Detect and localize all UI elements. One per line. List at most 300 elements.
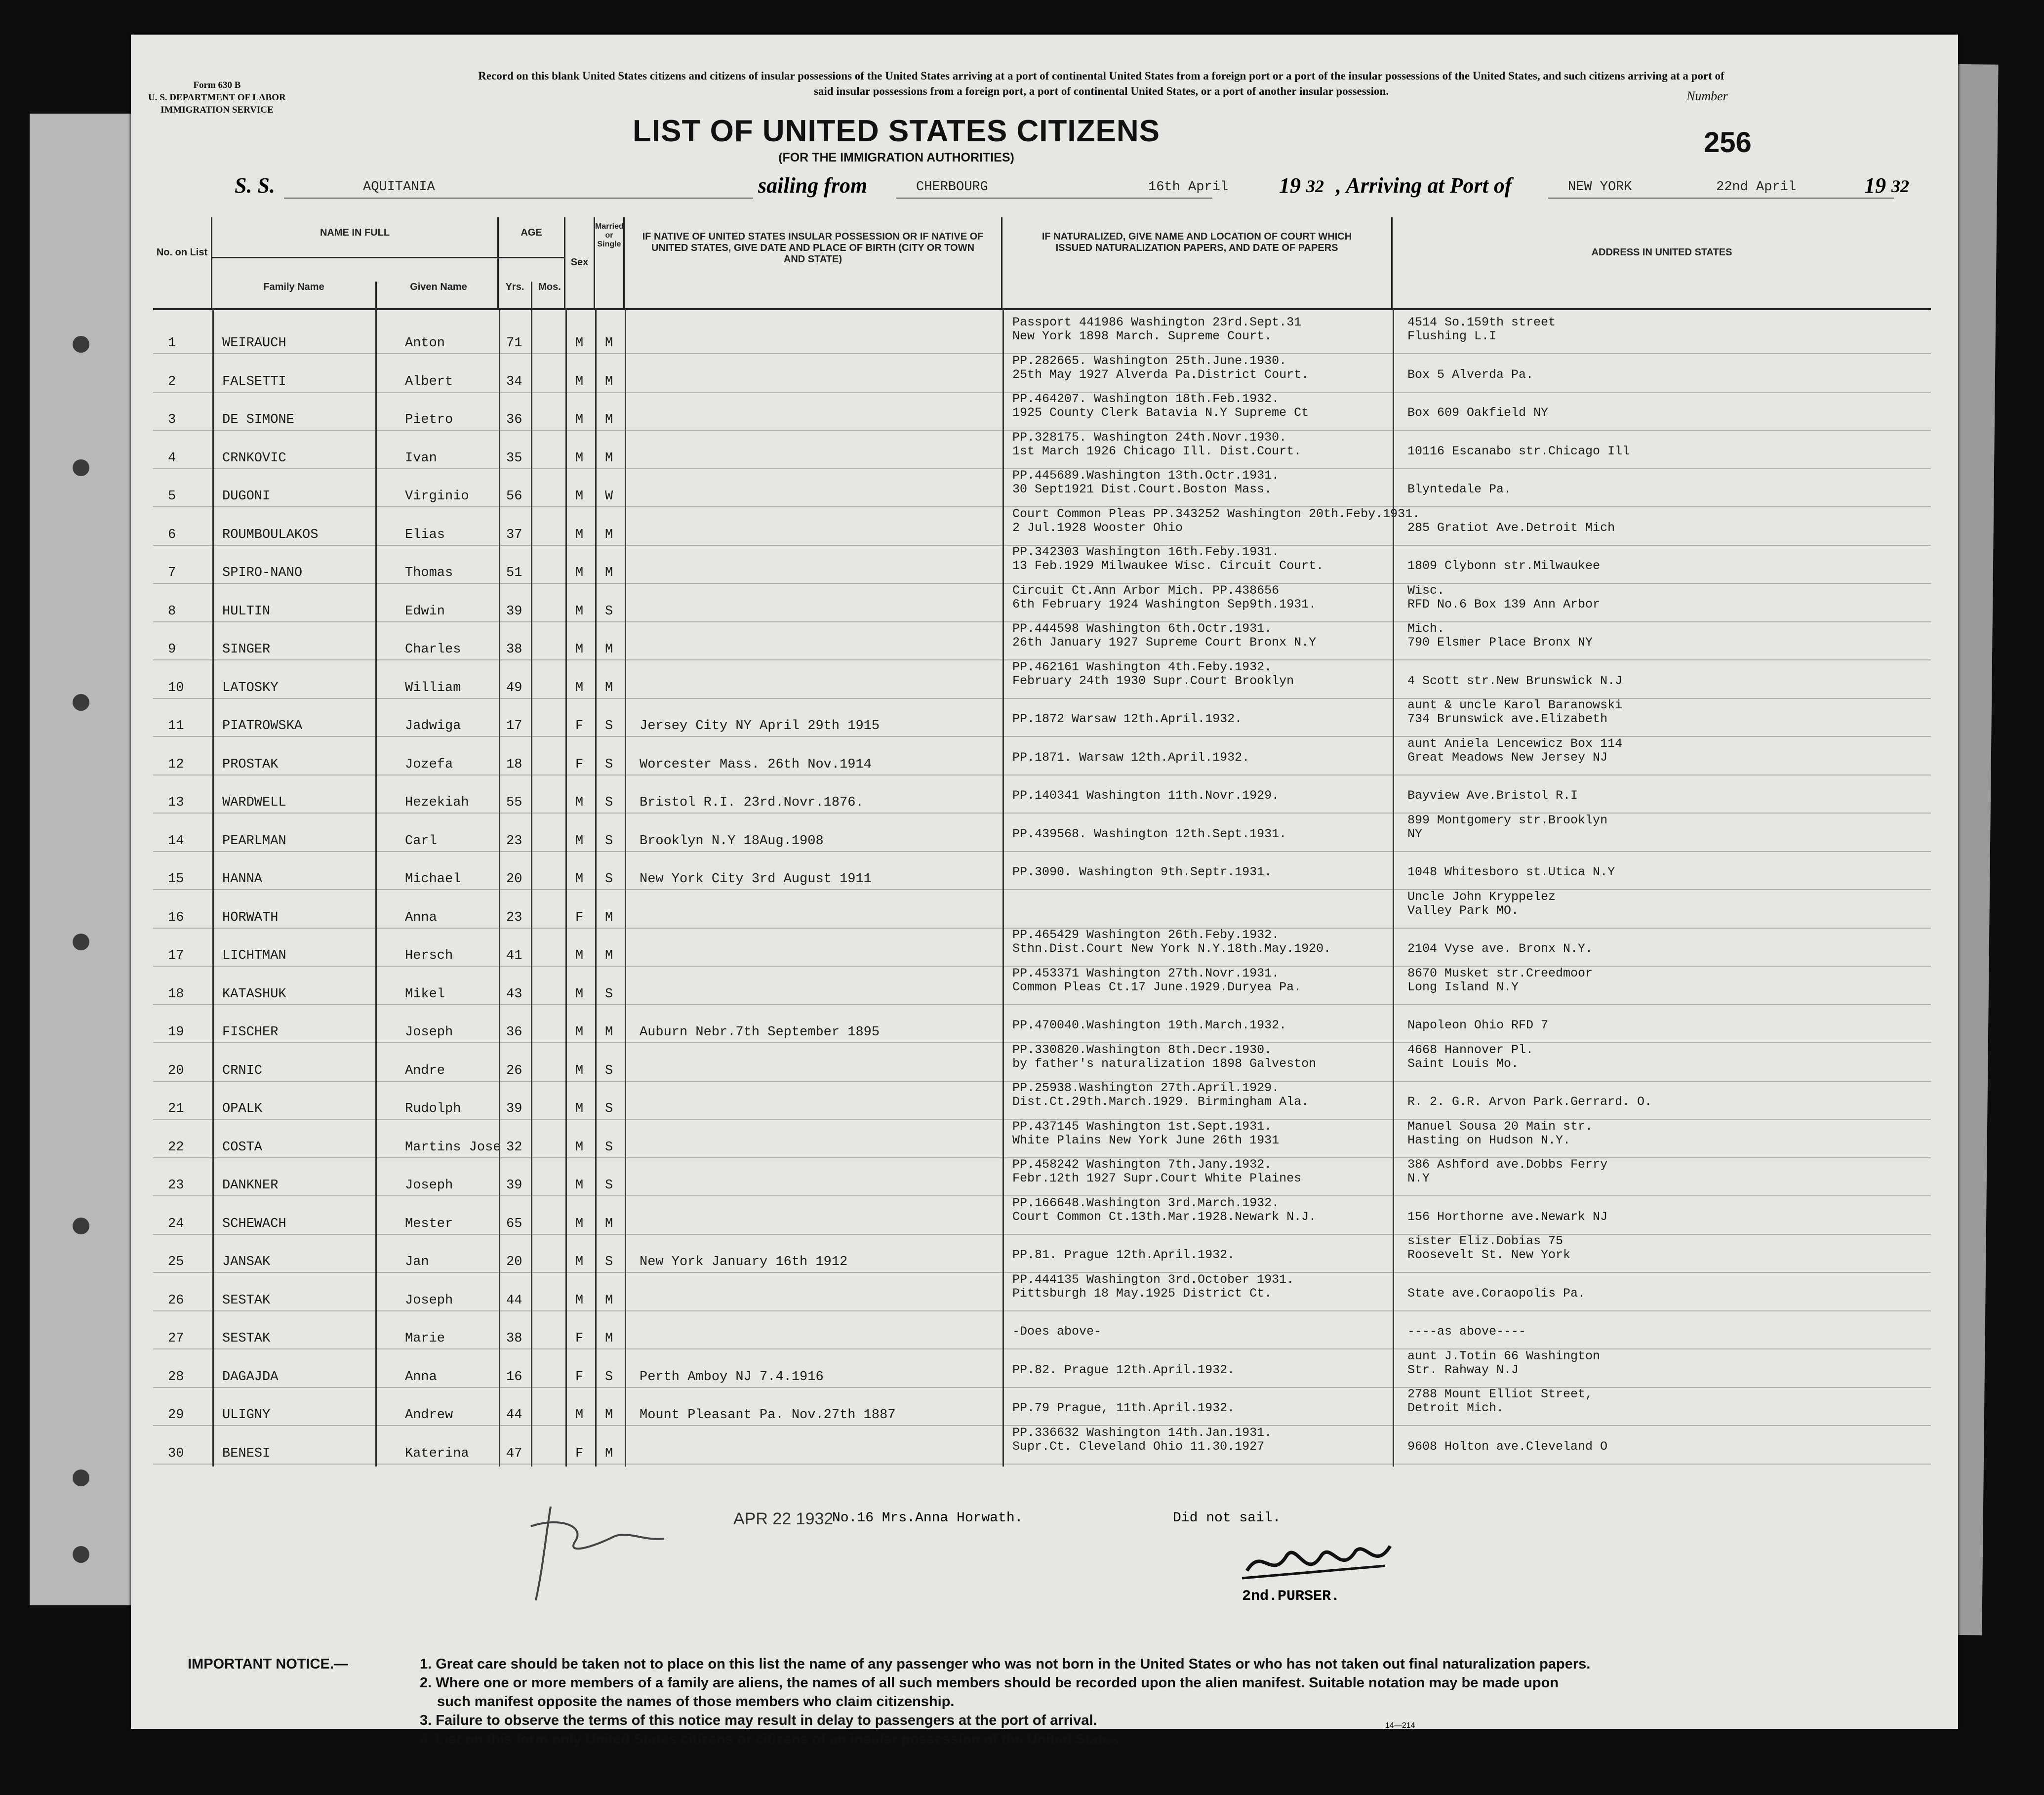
cell-sex: M bbox=[575, 680, 584, 695]
cell-addr2: Valley Park MO. bbox=[1407, 903, 1519, 918]
mos-header: Mos. bbox=[531, 282, 567, 308]
cell-ms: S bbox=[605, 1101, 613, 1116]
col-header-address: ADDRESS IN UNITED STATES bbox=[1591, 247, 1732, 258]
instructions: Record on this blank United States citizens and citizens of insular possessions of the United States arriving at a port of continental United States from a foreign port or a port of the insular possessions of the United States, and such citizens arriving at a port of said insular possessions from a foreign port, a port of continental United States, or a port of another insular possession. bbox=[478, 70, 1724, 97]
cell-no: 6 bbox=[168, 527, 176, 542]
cell-age: 26 bbox=[506, 1063, 522, 1078]
cell-addr2: State ave.Coraopolis Pa. bbox=[1407, 1286, 1586, 1301]
binder-hole bbox=[73, 1469, 89, 1486]
cell-ms: M bbox=[605, 1446, 613, 1461]
page-subtitle: (FOR THE IMMIGRATION AUTHORITIES) bbox=[778, 151, 1014, 164]
sailing-label: sailing from bbox=[758, 173, 868, 198]
cell-given: Katerina bbox=[405, 1446, 469, 1461]
cell-family: PIATROWSKA bbox=[222, 719, 303, 734]
cell-addr2: Roosevelt St. New York bbox=[1407, 1248, 1571, 1262]
cell-nat2: Supr.Ct. Cleveland Ohio 11.30.1927 bbox=[1012, 1439, 1265, 1454]
cell-nat1: PP.462161 Washington 4th.Feby.1932. bbox=[1012, 659, 1272, 674]
cell-addr2: 9608 Holton ave.Cleveland O bbox=[1407, 1439, 1608, 1454]
cell-nat1: PP.465429 Washington 26th.Feby.1932. bbox=[1012, 928, 1280, 942]
cell-nat2: 26th January 1927 Supreme Court Bronx N.Y bbox=[1012, 635, 1317, 650]
cell-age: 38 bbox=[506, 642, 522, 657]
cell-ms: M bbox=[605, 1025, 613, 1040]
cell-nat2: PP.81. Prague 12th.April.1932. bbox=[1012, 1248, 1235, 1262]
cell-age: 23 bbox=[506, 833, 522, 849]
cell-nat1: PP.445689.Washington 13th.Octr.1931. bbox=[1012, 468, 1280, 483]
cell-addr2: NY bbox=[1407, 826, 1423, 841]
cell-no: 13 bbox=[168, 795, 184, 810]
date-stamp: APR 22 1932 bbox=[733, 1509, 834, 1528]
cell-nat1: PP.342303 Washington 16th.Feby.1931. bbox=[1012, 545, 1280, 559]
cell-no: 25 bbox=[168, 1255, 184, 1269]
cell-no: 19 bbox=[168, 1025, 184, 1040]
cell-nat1: PP.453371 Washington 27th.Novr.1931. bbox=[1012, 966, 1280, 980]
table-row bbox=[153, 929, 1931, 967]
table-row bbox=[153, 1005, 1931, 1043]
cell-birth: New York City 3rd August 1911 bbox=[640, 872, 872, 887]
cell-family: ULIGNY bbox=[222, 1408, 271, 1423]
cell-no: 11 bbox=[168, 719, 184, 734]
cell-addr2: Detroit Mich. bbox=[1407, 1401, 1504, 1415]
departure-date: 16th April bbox=[1148, 180, 1229, 195]
cell-age: 39 bbox=[506, 1101, 522, 1116]
table-row bbox=[153, 967, 1931, 1005]
cell-addr1: 4514 So.159th street bbox=[1407, 315, 1556, 329]
cell-given: Marie bbox=[405, 1331, 445, 1346]
cell-family: WARDWELL bbox=[222, 795, 286, 810]
cell-nat2: PP.1872 Warsaw 12th.April.1932. bbox=[1012, 712, 1242, 726]
cell-ms: M bbox=[605, 450, 613, 466]
cell-nat1: PP.444135 Washington 3rd.October 1931. bbox=[1012, 1272, 1294, 1287]
notice-label: IMPORTANT NOTICE.— bbox=[188, 1656, 348, 1672]
cell-nat2: PP.140341 Washington 11th.Novr.1929. bbox=[1012, 788, 1280, 803]
cell-sex: M bbox=[575, 1255, 584, 1269]
cell-age: 34 bbox=[506, 374, 522, 389]
cell-no: 9 bbox=[168, 642, 176, 657]
cell-sex: M bbox=[575, 833, 584, 849]
binder-hole bbox=[73, 1546, 89, 1563]
cell-addr1: aunt J.Totin 66 Washington bbox=[1407, 1348, 1601, 1363]
cell-nat1: Circuit Ct.Ann Arbor Mich. PP.438656 bbox=[1012, 583, 1280, 598]
cell-nat2: 2 Jul.1928 Wooster Ohio bbox=[1012, 520, 1183, 535]
cell-birth: Auburn Nebr.7th September 1895 bbox=[640, 1025, 880, 1040]
column-divider bbox=[1393, 308, 1394, 1467]
cell-nat2: Dist.Ct.29th.March.1929. Birmingham Ala. bbox=[1012, 1095, 1309, 1109]
cell-addr1: Manuel Sousa 20 Main str. bbox=[1407, 1119, 1593, 1134]
cell-family: SESTAK bbox=[222, 1293, 271, 1308]
notice-item: 4. List on this form only United States citizens or citizens of an insular possession of the United States. bbox=[420, 1731, 1122, 1747]
binder-hole bbox=[73, 1218, 89, 1234]
cell-family: HULTIN bbox=[222, 604, 271, 619]
given-header: Given Name bbox=[375, 282, 500, 308]
arrival-port: NEW YORK bbox=[1568, 180, 1632, 195]
cell-family: COSTA bbox=[222, 1140, 263, 1155]
cell-age: 35 bbox=[506, 450, 522, 466]
cell-ms: M bbox=[605, 1216, 613, 1231]
cell-sex: M bbox=[575, 1408, 584, 1423]
cell-sex: M bbox=[575, 527, 584, 542]
table-row bbox=[153, 737, 1931, 775]
cell-addr2: Bayview Ave.Bristol R.I bbox=[1407, 788, 1578, 803]
cell-sex: M bbox=[575, 642, 584, 657]
column-divider bbox=[625, 308, 626, 1467]
notice-item: such manifest opposite the names of those members who claim citizenship. bbox=[437, 1694, 955, 1710]
cell-age: 44 bbox=[506, 1408, 522, 1423]
cell-family: CRNKOVIC bbox=[222, 450, 286, 466]
column-divider bbox=[531, 308, 532, 1467]
cell-nat2: 25th May 1927 Alverda Pa.District Court. bbox=[1012, 367, 1309, 382]
cell-birth: Jersey City NY April 29th 1915 bbox=[640, 719, 880, 734]
cell-addr2: 790 Elsmer Place Bronx NY bbox=[1407, 635, 1593, 650]
cell-birth: Bristol R.I. 23rd.Novr.1876. bbox=[640, 795, 864, 810]
cell-addr2: Flushing L.I bbox=[1407, 329, 1497, 343]
notice-item: 3. Failure to observe the terms of this notice may result in delay to passengers at the port of arrival. bbox=[420, 1713, 1097, 1728]
cell-given: Edwin bbox=[405, 604, 445, 619]
cell-addr1: Uncle John Kryppelez bbox=[1407, 889, 1556, 904]
cell-addr2: ----as above---- bbox=[1407, 1324, 1526, 1339]
ss-label: S. S. bbox=[235, 173, 275, 198]
cell-no: 26 bbox=[168, 1293, 184, 1308]
cell-age: 71 bbox=[506, 336, 522, 351]
cell-sex: M bbox=[575, 948, 584, 963]
cell-family: SPIRO-NANO bbox=[222, 566, 303, 580]
cell-addr1: Wisc. bbox=[1407, 583, 1445, 598]
form-code: 14—214 bbox=[1385, 1721, 1415, 1730]
cell-nat1: PP.25938.Washington 27th.April.1929. bbox=[1012, 1081, 1280, 1095]
cell-given: Mikel bbox=[405, 986, 445, 1002]
cell-ms: M bbox=[605, 412, 613, 427]
cell-nat2: PP.82. Prague 12th.April.1932. bbox=[1012, 1362, 1235, 1377]
purser-label: 2nd.PURSER. bbox=[1242, 1588, 1340, 1605]
column-divider bbox=[595, 308, 597, 1467]
form-id-block bbox=[148, 79, 286, 116]
passenger-table bbox=[153, 217, 1931, 1526]
table-row bbox=[153, 546, 1931, 584]
footer-note-2: Did not sail. bbox=[1173, 1510, 1281, 1526]
list-number: 256 bbox=[1704, 126, 1752, 159]
cell-addr1: 2788 Mount Elliot Street, bbox=[1407, 1387, 1593, 1401]
cell-nat1: PP.437145 Washington 1st.Sept.1931. bbox=[1012, 1119, 1272, 1134]
cell-birth: Worcester Mass. 26th Nov.1914 bbox=[640, 757, 872, 772]
cell-addr2: 1048 Whitesboro st.Utica N.Y bbox=[1407, 865, 1615, 879]
cell-family: HORWATH bbox=[222, 910, 279, 925]
cell-ms: S bbox=[605, 795, 613, 810]
cell-given: Carl bbox=[405, 833, 437, 849]
cell-nat2: 1925 County Clerk Batavia N.Y Supreme Ct bbox=[1012, 406, 1309, 420]
cell-nat2: Pittsburgh 18 May.1925 District Ct. bbox=[1012, 1286, 1272, 1301]
table-row bbox=[153, 1273, 1931, 1311]
cell-age: 47 bbox=[506, 1446, 522, 1461]
cell-addr1: aunt & uncle Karol Baranowski bbox=[1407, 698, 1623, 712]
cell-family: FALSETTI bbox=[222, 374, 286, 389]
cell-no: 30 bbox=[168, 1446, 184, 1461]
col-header-name bbox=[212, 217, 499, 308]
cell-family: WEIRAUCH bbox=[222, 336, 286, 351]
cell-sex: M bbox=[575, 1063, 584, 1078]
cell-given: Andre bbox=[405, 1063, 445, 1078]
table-row bbox=[153, 508, 1931, 546]
cell-ms: S bbox=[605, 757, 613, 772]
cell-nat1: PP.458242 Washington 7th.Jany.1932. bbox=[1012, 1157, 1272, 1172]
table-row bbox=[153, 699, 1931, 737]
cell-no: 7 bbox=[168, 566, 176, 580]
cell-age: 39 bbox=[506, 1178, 522, 1193]
page-title: LIST OF UNITED STATES CITIZENS bbox=[633, 114, 1160, 148]
cell-sex: M bbox=[575, 450, 584, 466]
cell-no: 27 bbox=[168, 1331, 184, 1346]
cell-given: Pietro bbox=[405, 412, 453, 427]
table-row bbox=[153, 1388, 1931, 1426]
cell-addr1: 386 Ashford ave.Dobbs Ferry bbox=[1407, 1157, 1608, 1172]
cell-ms: S bbox=[605, 872, 613, 887]
cell-nat2: Febr.12th 1927 Supr.Court White Plaines bbox=[1012, 1171, 1302, 1185]
binder-hole bbox=[73, 694, 89, 711]
cell-nat2: 13 Feb.1929 Milwaukee Wisc. Circuit Court. bbox=[1012, 559, 1324, 573]
cell-addr1: sister Eliz.Dobias 75 bbox=[1407, 1234, 1563, 1248]
cell-nat2: Court Common Ct.13th.Mar.1928.Newark N.J. bbox=[1012, 1209, 1317, 1224]
column-divider bbox=[212, 308, 214, 1467]
cell-ms: M bbox=[605, 642, 613, 657]
cell-given: Anton bbox=[405, 336, 445, 351]
cell-given: Jadwiga bbox=[405, 719, 461, 734]
cell-addr2: 734 Brunswick ave.Elizabeth bbox=[1407, 712, 1608, 726]
cell-sex: M bbox=[575, 604, 584, 619]
cell-age: 16 bbox=[506, 1369, 522, 1385]
cell-age: 43 bbox=[506, 986, 522, 1002]
binder-hole bbox=[73, 459, 89, 476]
footer-note: No.16 Mrs.Anna Horwath. bbox=[832, 1510, 1023, 1526]
arrival-date: 22nd April bbox=[1716, 180, 1797, 195]
cell-ms: M bbox=[605, 566, 613, 580]
cell-ms: M bbox=[605, 948, 613, 963]
cell-given: Ivan bbox=[405, 450, 437, 466]
cell-addr1: aunt Aniela Lencewicz Box 114 bbox=[1407, 736, 1623, 751]
cell-nat2: Common Pleas Ct.17 June.1929.Duryea Pa. bbox=[1012, 979, 1302, 994]
table-row bbox=[153, 1197, 1931, 1235]
cell-addr1: Mich. bbox=[1407, 621, 1445, 636]
cell-age: 51 bbox=[506, 566, 522, 580]
cell-ms: S bbox=[605, 604, 613, 619]
cell-given: Virginio bbox=[405, 489, 469, 504]
cell-ms: S bbox=[605, 1369, 613, 1385]
cell-age: 17 bbox=[506, 719, 522, 734]
name-header-label: NAME IN FULL bbox=[320, 227, 390, 238]
cell-given: Joseph bbox=[405, 1025, 453, 1040]
cell-no: 20 bbox=[168, 1063, 184, 1078]
cell-age: 20 bbox=[506, 1255, 522, 1269]
cell-family: LATOSKY bbox=[222, 680, 279, 695]
year-prefix-2: 19 bbox=[1864, 173, 1886, 198]
cell-family: HANNA bbox=[222, 872, 263, 887]
cell-age: 36 bbox=[506, 1025, 522, 1040]
table-row bbox=[153, 1427, 1931, 1465]
cell-sex: M bbox=[575, 1101, 584, 1116]
column-divider bbox=[1002, 308, 1004, 1467]
col-header-no: No. on List bbox=[153, 217, 212, 308]
table-row bbox=[153, 1311, 1931, 1349]
cell-family: SESTAK bbox=[222, 1331, 271, 1346]
cell-ms: M bbox=[605, 680, 613, 695]
cell-no: 21 bbox=[168, 1101, 184, 1116]
cell-nat2: PP.470040.Washington 19th.March.1932. bbox=[1012, 1018, 1287, 1032]
cell-no: 28 bbox=[168, 1369, 184, 1385]
cell-no: 12 bbox=[168, 757, 184, 772]
cell-no: 10 bbox=[168, 680, 184, 695]
cell-family: DUGONI bbox=[222, 489, 271, 504]
cell-family: CRNIC bbox=[222, 1063, 263, 1078]
cell-age: 32 bbox=[506, 1140, 522, 1155]
cell-age: 65 bbox=[506, 1216, 522, 1231]
cell-family: KATASHUK bbox=[222, 986, 286, 1002]
cell-addr2: Box 5 Alverda Pa. bbox=[1407, 367, 1534, 382]
col-header-age bbox=[499, 217, 565, 308]
cell-ms: W bbox=[605, 489, 613, 504]
cell-ms: M bbox=[605, 336, 613, 351]
cell-addr2: Great Meadows New Jersey NJ bbox=[1407, 750, 1608, 765]
cell-given: Jan bbox=[405, 1255, 429, 1269]
cell-no: 29 bbox=[168, 1408, 184, 1423]
cell-sex: F bbox=[575, 757, 584, 772]
col-header-birth: IF NATIVE OF UNITED STATES INSULAR POSSESSION OR IF NATIVE OF UNITED STATES, GIVE DATE AND PLACE OF BIRTH (CITY OR TOWN AND STATE) bbox=[625, 217, 1002, 308]
cell-given: Elias bbox=[405, 527, 445, 542]
cell-nat1: PP.166648.Washington 3rd.March.1932. bbox=[1012, 1195, 1280, 1210]
cell-nat1: PP.444598 Washington 6th.Octr.1931. bbox=[1012, 621, 1272, 636]
cell-addr2: 4 Scott str.New Brunswick N.J bbox=[1407, 673, 1623, 688]
cell-addr2: Napoleon Ohio RFD 7 bbox=[1407, 1018, 1549, 1032]
table-row bbox=[153, 1158, 1931, 1196]
col-header-naturalized: IF NATURALIZED, GIVE NAME AND LOCATION OF COURT WHICH ISSUED NATURALIZATION PAPERS, AND DATE OF PAPERS bbox=[1002, 217, 1393, 308]
cell-no: 4 bbox=[168, 450, 176, 466]
table-row bbox=[153, 1044, 1931, 1082]
cell-given: Rudolph bbox=[405, 1101, 461, 1116]
cell-sex: M bbox=[575, 489, 584, 504]
cell-birth: Perth Amboy NJ 7.4.1916 bbox=[640, 1369, 824, 1385]
cell-ms: S bbox=[605, 1178, 613, 1193]
cell-nat2: PP.1871. Warsaw 12th.April.1932. bbox=[1012, 750, 1250, 765]
cell-age: 37 bbox=[506, 527, 522, 542]
cell-given: William bbox=[405, 680, 461, 695]
cell-addr2: 2104 Vyse ave. Bronx N.Y. bbox=[1407, 941, 1593, 956]
cell-age: 18 bbox=[506, 757, 522, 772]
cell-given: Jozefa bbox=[405, 757, 453, 772]
cell-family: LICHTMAN bbox=[222, 948, 286, 963]
cell-addr2: Box 609 Oakfield NY bbox=[1407, 406, 1549, 420]
cell-age: 23 bbox=[506, 910, 522, 925]
arrival-year: 32 bbox=[1891, 176, 1909, 196]
cell-ms: M bbox=[605, 1331, 613, 1346]
cell-given: Anna bbox=[405, 1369, 437, 1385]
cell-addr1: 4668 Hannover Pl. bbox=[1407, 1042, 1534, 1057]
cell-ms: S bbox=[605, 986, 613, 1002]
cell-sex: M bbox=[575, 1178, 584, 1193]
table-row bbox=[153, 891, 1931, 929]
cell-no: 23 bbox=[168, 1178, 184, 1193]
cell-sex: M bbox=[575, 566, 584, 580]
cell-given: Anna bbox=[405, 910, 437, 925]
cell-age: 36 bbox=[506, 412, 522, 427]
cell-age: 41 bbox=[506, 948, 522, 963]
cell-no: 17 bbox=[168, 948, 184, 963]
cell-sex: M bbox=[575, 795, 584, 810]
cell-given: Martins Jose bbox=[405, 1140, 501, 1155]
table-row bbox=[153, 1350, 1931, 1388]
cell-nat2: 6th February 1924 Washington Sep9th.1931. bbox=[1012, 597, 1317, 612]
cell-addr2: R. 2. G.R. Arvon Park.Gerrard. O. bbox=[1407, 1095, 1652, 1109]
cell-no: 1 bbox=[168, 336, 176, 351]
cell-sex: M bbox=[575, 872, 584, 887]
departure-year: 32 bbox=[1306, 176, 1324, 196]
column-divider bbox=[565, 308, 567, 1467]
cell-sex: M bbox=[575, 1025, 584, 1040]
age-header-label: AGE bbox=[521, 227, 542, 238]
cell-nat1: PP.464207. Washington 18th.Feb.1932. bbox=[1012, 392, 1280, 406]
cell-given: Michael bbox=[405, 872, 461, 887]
number-label: Number bbox=[1686, 89, 1728, 103]
cell-addr2: 1809 Clybonn str.Milwaukee bbox=[1407, 559, 1601, 573]
cell-sex: M bbox=[575, 1293, 584, 1308]
cell-nat1: PP.336632 Washington 14th.Jan.1931. bbox=[1012, 1425, 1272, 1440]
yrs-header: Yrs. bbox=[505, 282, 524, 292]
cell-birth: Mount Pleasant Pa. Nov.27th 1887 bbox=[640, 1408, 896, 1423]
cell-sex: F bbox=[575, 719, 584, 734]
table-row bbox=[153, 622, 1931, 660]
cell-no: 14 bbox=[168, 833, 184, 849]
cell-sex: F bbox=[575, 1369, 584, 1385]
cell-family: PROSTAK bbox=[222, 757, 279, 772]
cell-no: 3 bbox=[168, 412, 176, 427]
table-row bbox=[153, 584, 1931, 622]
cell-given: Hersch bbox=[405, 948, 453, 963]
col-header-sex: Sex bbox=[565, 217, 595, 308]
cell-addr2: Blyntedale Pa. bbox=[1407, 482, 1512, 496]
table-row bbox=[153, 852, 1931, 890]
table-row bbox=[153, 1235, 1931, 1273]
cell-addr2: 10116 Escanabo str.Chicago Ill bbox=[1407, 444, 1630, 458]
col-header-married: Married or Single bbox=[595, 217, 625, 308]
cell-sex: M bbox=[575, 336, 584, 351]
table-row bbox=[153, 431, 1931, 469]
cell-addr2: Hasting on Hudson N.Y. bbox=[1407, 1133, 1571, 1147]
cell-nat1: PP.328175. Washington 24th.Novr.1930. bbox=[1012, 430, 1287, 445]
cell-given: Albert bbox=[405, 374, 453, 389]
cell-addr2: 285 Gratiot Ave.Detroit Mich bbox=[1407, 520, 1615, 535]
cell-sex: M bbox=[575, 1216, 584, 1231]
cell-family: BENESI bbox=[222, 1446, 271, 1461]
cell-no: 22 bbox=[168, 1140, 184, 1155]
table-row bbox=[153, 775, 1931, 814]
cell-given: Andrew bbox=[405, 1408, 453, 1423]
cell-sex: M bbox=[575, 986, 584, 1002]
cell-addr2: Saint Louis Mo. bbox=[1407, 1056, 1519, 1071]
cell-no: 15 bbox=[168, 872, 184, 887]
cell-given: Mester bbox=[405, 1216, 453, 1231]
cell-family: ROUMBOULAKOS bbox=[222, 527, 319, 542]
cell-nat2: White Plains New York June 26th 1931 bbox=[1012, 1133, 1280, 1147]
arriving-label: , Arriving at Port of bbox=[1336, 173, 1512, 198]
cell-sex: M bbox=[575, 1140, 584, 1155]
cell-nat1: Court Common Pleas PP.343252 Washington 20th.Feby.1931. bbox=[1012, 506, 1420, 521]
cell-addr2: N.Y bbox=[1407, 1171, 1430, 1185]
notice-item: 2. Where one or more members of a family are aliens, the names of all such members should be recorded upon the alien manifest. Suitable notation may be made upon bbox=[420, 1675, 1559, 1691]
cell-ms: M bbox=[605, 1408, 613, 1423]
cell-family: FISCHER bbox=[222, 1025, 279, 1040]
cell-age: 55 bbox=[506, 795, 522, 810]
cell-ms: S bbox=[605, 833, 613, 849]
cell-age: 20 bbox=[506, 872, 522, 887]
cell-addr2: 156 Horthorne ave.Newark NJ bbox=[1407, 1209, 1608, 1224]
table-row bbox=[153, 355, 1931, 393]
cell-nat1: PP.330820.Washington 8th.Decr.1930. bbox=[1012, 1042, 1272, 1057]
cell-no: 5 bbox=[168, 489, 176, 504]
